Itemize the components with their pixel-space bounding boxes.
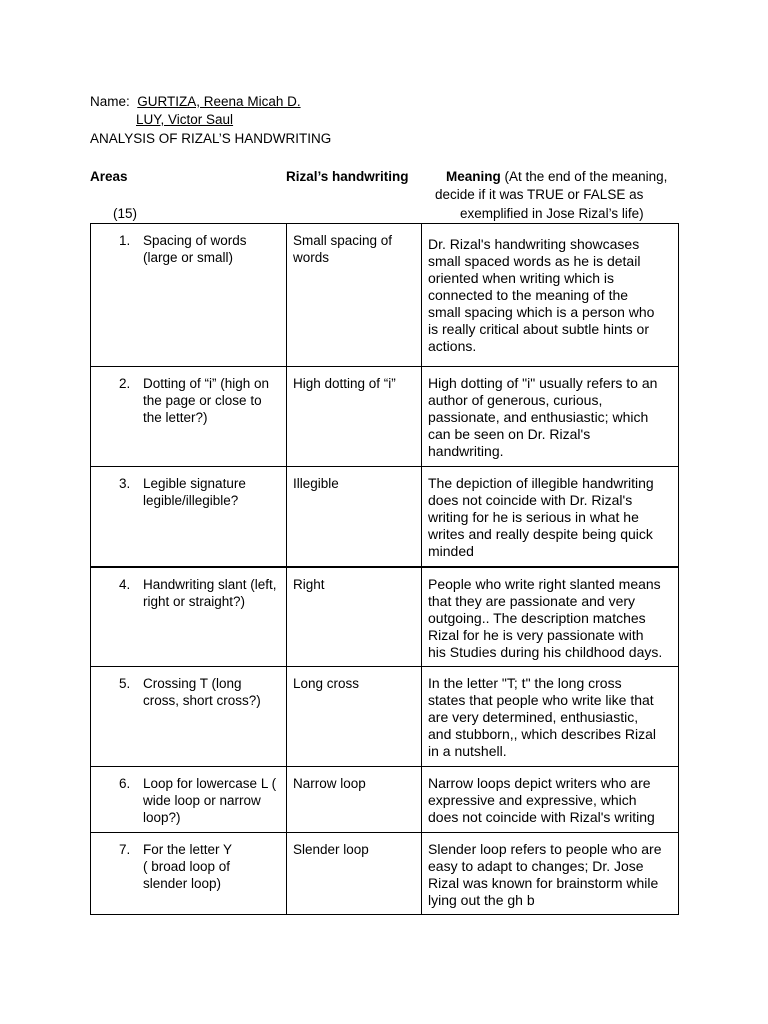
meaning-cell xyxy=(422,667,679,767)
page-title: ANALYSIS OF RIZAL’S HANDWRITING xyxy=(90,131,332,146)
handwriting-cell xyxy=(287,467,422,567)
area-cell xyxy=(91,767,287,833)
area-text: Legible signature legible/illegible? xyxy=(143,476,246,508)
points-label: (15) xyxy=(113,206,138,221)
meaning-text: In the letter "T; t" the long cross states that people who write like that are very determined, enthusiastic, and stubborn,, which describes Rizal in a nutshell. xyxy=(428,675,657,759)
analysis-table xyxy=(90,223,679,915)
meaning-instruction-line-2: decide if it was TRUE or FALSE as xyxy=(435,187,644,202)
meaning-text: High dotting of "i" usually refers to an author of generous, curious, passionate, and enthusiastic; which can be seen on Dr. Rizal's handwriting. xyxy=(428,375,658,459)
column-header-meaning xyxy=(446,168,667,186)
row-number: 3. xyxy=(119,476,131,491)
row-number: 2. xyxy=(119,376,131,391)
handwriting-text: Right xyxy=(293,576,325,592)
area-cell xyxy=(91,667,287,767)
meaning-text: Narrow loops depict writers who are expressive and expressive, which does not coincide with Rizal's writing xyxy=(428,775,655,825)
handwriting-cell xyxy=(287,833,422,915)
handwriting-cell xyxy=(287,567,422,667)
meaning-cell xyxy=(422,467,679,567)
meaning-cell xyxy=(422,833,679,915)
meaning-cell xyxy=(422,767,679,833)
meaning-text: Dr. Rizal's handwriting showcases small spaced words as he is detail oriented when writing which is connected to the meaning of the small spacing which is a person who is really critical about subtle hints or actions. xyxy=(428,236,655,354)
handwriting-text: Small spacing of words xyxy=(293,233,393,265)
area-text: Spacing of words (large or small) xyxy=(143,233,247,265)
name-label: Name: xyxy=(90,94,130,109)
row-number: 5. xyxy=(119,676,131,691)
meaning-cell xyxy=(422,224,679,367)
area-text: Crossing T (long cross, short cross?) xyxy=(143,676,261,708)
handwriting-text: Illegible xyxy=(293,476,339,491)
table-row xyxy=(91,667,679,767)
area-text: Dotting of “i” (high on the page or close to the letter?) xyxy=(143,376,270,425)
student-name-2: LUY, Victor Saul xyxy=(136,112,234,127)
area-cell xyxy=(91,567,287,667)
column-header-handwriting: Rizal’s handwriting xyxy=(286,169,409,184)
handwriting-text: Long cross xyxy=(293,676,360,691)
meaning-instruction: (At the end of the meaning, xyxy=(500,169,668,184)
column-header-areas: Areas xyxy=(90,169,128,184)
row-number: 1. xyxy=(119,233,131,248)
area-text: Handwriting slant (left, right or straight?) xyxy=(143,576,277,609)
table-row xyxy=(91,833,679,915)
meaning-text: People who write right slanted means that they are passionate and very outgoing.. The description matches Rizal for he is very passionate with his Studies during his childhood days. xyxy=(428,575,663,660)
meaning-text: Slender loop refers to people who are easy to adapt to changes; Dr. Jose Rizal was known for brainstorm while lying out the gh b xyxy=(428,841,662,908)
table-row xyxy=(91,567,679,667)
handwriting-cell xyxy=(287,667,422,767)
area-text: For the letter Y ( broad loop of slender loop) xyxy=(143,842,233,891)
row-number: 6. xyxy=(119,776,131,791)
meaning-label: Meaning xyxy=(446,169,501,184)
student-name-1: GURTIZA, Reena Micah D. xyxy=(137,94,301,109)
meaning-cell xyxy=(422,567,679,667)
meaning-cell xyxy=(422,367,679,467)
row-number: 4. xyxy=(119,576,131,592)
handwriting-text: High dotting of “i” xyxy=(293,376,396,391)
area-cell xyxy=(91,833,287,915)
row-number: 7. xyxy=(119,842,131,857)
table-row xyxy=(91,767,679,833)
handwriting-text: Narrow loop xyxy=(293,776,366,791)
area-text: Loop for lowercase L ( wide loop or narrow loop?) xyxy=(143,776,277,825)
handwriting-cell xyxy=(287,224,422,367)
area-cell xyxy=(91,467,287,567)
meaning-text: The depiction of illegible handwriting does not coincide with Dr. Rizal's writing for he is serious in what he writes and really despite being quick minded xyxy=(428,475,654,559)
area-cell xyxy=(91,224,287,367)
name-line-1 xyxy=(90,93,301,111)
area-cell xyxy=(91,367,287,467)
table-row xyxy=(91,467,679,567)
table-row xyxy=(91,367,679,467)
handwriting-text: Slender loop xyxy=(293,842,369,857)
handwriting-cell xyxy=(287,767,422,833)
handwriting-cell xyxy=(287,367,422,467)
meaning-instruction-line-3: exemplified in Jose Rizal’s life) xyxy=(460,206,644,221)
table-row xyxy=(91,224,679,367)
